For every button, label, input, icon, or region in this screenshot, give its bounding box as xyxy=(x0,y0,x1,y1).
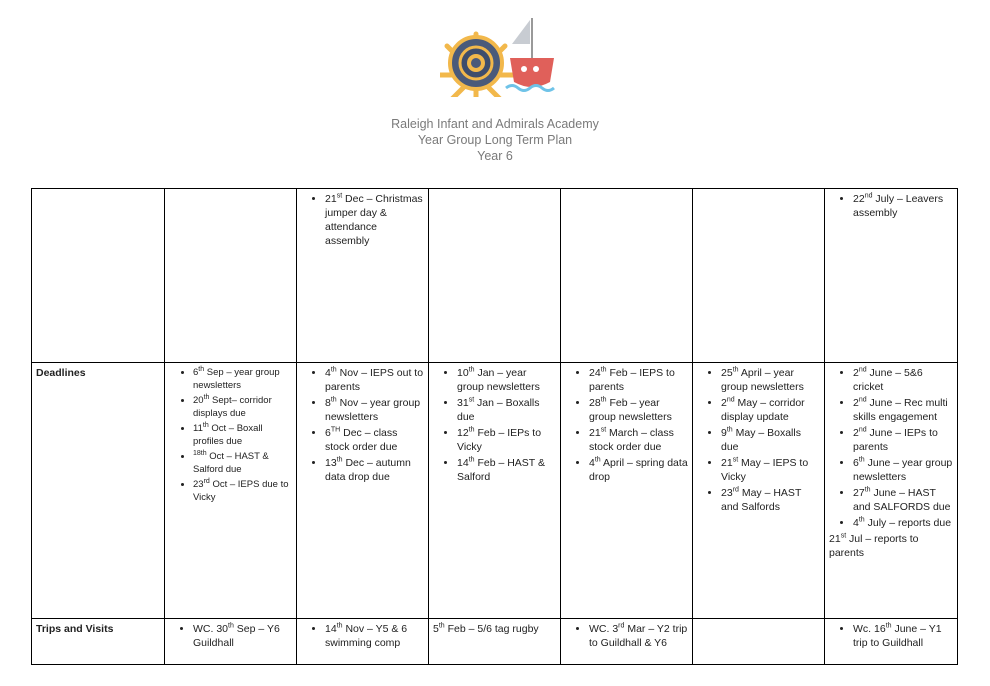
bullet-list xyxy=(301,622,424,650)
row-label: Deadlines xyxy=(32,363,165,619)
long-term-plan-table xyxy=(31,188,958,665)
plan-cell xyxy=(693,189,825,363)
plan-cell xyxy=(165,363,297,619)
plan-cell xyxy=(429,619,561,665)
school-name: Raleigh Infant and Admirals Academy xyxy=(391,117,599,131)
list-item: • 2nd June – Rec multi skills engagement xyxy=(853,396,953,424)
list-item: • 2nd May – corridor display update xyxy=(721,396,820,424)
list-item: • 23rd Oct – IEPS due to Vicky xyxy=(193,478,292,504)
year-label: Year 6 xyxy=(477,149,513,163)
document-header xyxy=(0,116,990,164)
plain-entry: 21st Jul – reports to parents xyxy=(829,532,919,559)
bullet-list xyxy=(829,192,953,220)
list-item: • 31st Jan – Boxalls due xyxy=(457,396,556,424)
list-item: • 6th Sep – year group newsletters xyxy=(193,366,292,392)
plan-cell xyxy=(165,619,297,665)
plan-row xyxy=(32,189,958,363)
plan-cell xyxy=(693,363,825,619)
bullet-list xyxy=(433,366,556,484)
list-item: • 4th April – spring data drop xyxy=(589,456,688,484)
list-item: • 11th Oct – Boxall profiles due xyxy=(193,422,292,448)
bullet-list xyxy=(565,366,688,484)
plan-cell xyxy=(297,363,429,619)
plan-cell xyxy=(429,189,561,363)
list-item: • 4th Nov – IEPS out to parents xyxy=(325,366,424,394)
ship-wheel-icon xyxy=(440,34,517,97)
list-item: • 23rd May – HAST and Salfords xyxy=(721,486,820,514)
school-logo xyxy=(440,12,560,97)
bullet-list xyxy=(169,366,292,504)
plan-cell xyxy=(429,363,561,619)
row-label: Trips and Visits xyxy=(32,619,165,665)
bullet-list xyxy=(829,366,953,530)
bullet-list xyxy=(829,622,953,650)
list-item: • 6th June – year group newsletters xyxy=(853,456,953,484)
list-item: • 4th July – reports due xyxy=(853,516,953,530)
bullet-list xyxy=(169,622,292,650)
plain-entry: 5th Feb – 5/6 tag rugby xyxy=(433,622,539,635)
list-item: • 28th Feb – year group newsletters xyxy=(589,396,688,424)
list-item: • Wc. 16th June – Y1 trip to Guildhall xyxy=(853,622,953,650)
list-item: • 21st March – class stock order due xyxy=(589,426,688,454)
plan-row xyxy=(32,619,958,665)
plan-cell xyxy=(297,189,429,363)
list-item: • 27th June – HAST and SALFORDS due xyxy=(853,486,953,514)
plan-cell xyxy=(825,189,958,363)
plan-cell xyxy=(825,619,958,665)
plan-row xyxy=(32,363,958,619)
list-item: • 14th Feb – HAST & Salford xyxy=(457,456,556,484)
list-item: • 20th Sept– corridor displays due xyxy=(193,394,292,420)
list-item: • 10th Jan – year group newsletters xyxy=(457,366,556,394)
sailboat-icon xyxy=(506,18,554,91)
list-item: • 9th May – Boxalls due xyxy=(721,426,820,454)
list-item: • 2nd June – IEPs to parents xyxy=(853,426,953,454)
list-item: • 13th Dec – autumn data drop due xyxy=(325,456,424,484)
row-label xyxy=(32,189,165,363)
plan-cell xyxy=(561,189,693,363)
bullet-list xyxy=(301,366,424,484)
list-item: • 21st Dec – Christmas jumper day & attendance assembly xyxy=(325,192,424,248)
bullet-list xyxy=(697,366,820,514)
list-item: • 12th Feb – IEPs to Vicky xyxy=(457,426,556,454)
plan-cell xyxy=(165,189,297,363)
bullet-list xyxy=(565,622,688,650)
plan-cell xyxy=(561,363,693,619)
list-item: • 2nd June – 5&6 cricket xyxy=(853,366,953,394)
bullet-list xyxy=(301,192,424,248)
list-item: • 14th Nov – Y5 & 6 swimming comp xyxy=(325,622,424,650)
list-item: • WC. 30th Sep – Y6 Guildhall xyxy=(193,622,292,650)
plan-title: Year Group Long Term Plan xyxy=(417,133,573,147)
list-item: • 21st May – IEPS to Vicky xyxy=(721,456,820,484)
plan-cell xyxy=(693,619,825,665)
list-item: • 6TH Dec – class stock order due xyxy=(325,426,424,454)
list-item: • 8th Nov – year group newsletters xyxy=(325,396,424,424)
plan-cell xyxy=(297,619,429,665)
list-item: • 22nd July – Leavers assembly xyxy=(853,192,953,220)
plan-cell xyxy=(561,619,693,665)
list-item: • 25th April – year group newsletters xyxy=(721,366,820,394)
list-item: • $^{18th}$ Oct – HAST & Salford due xyxy=(193,450,292,476)
list-item: • 24th Feb – IEPS to parents xyxy=(589,366,688,394)
plan-cell xyxy=(825,363,958,619)
list-item: • WC. 3rd Mar – Y2 trip to Guildhall & Y6 xyxy=(589,622,688,650)
